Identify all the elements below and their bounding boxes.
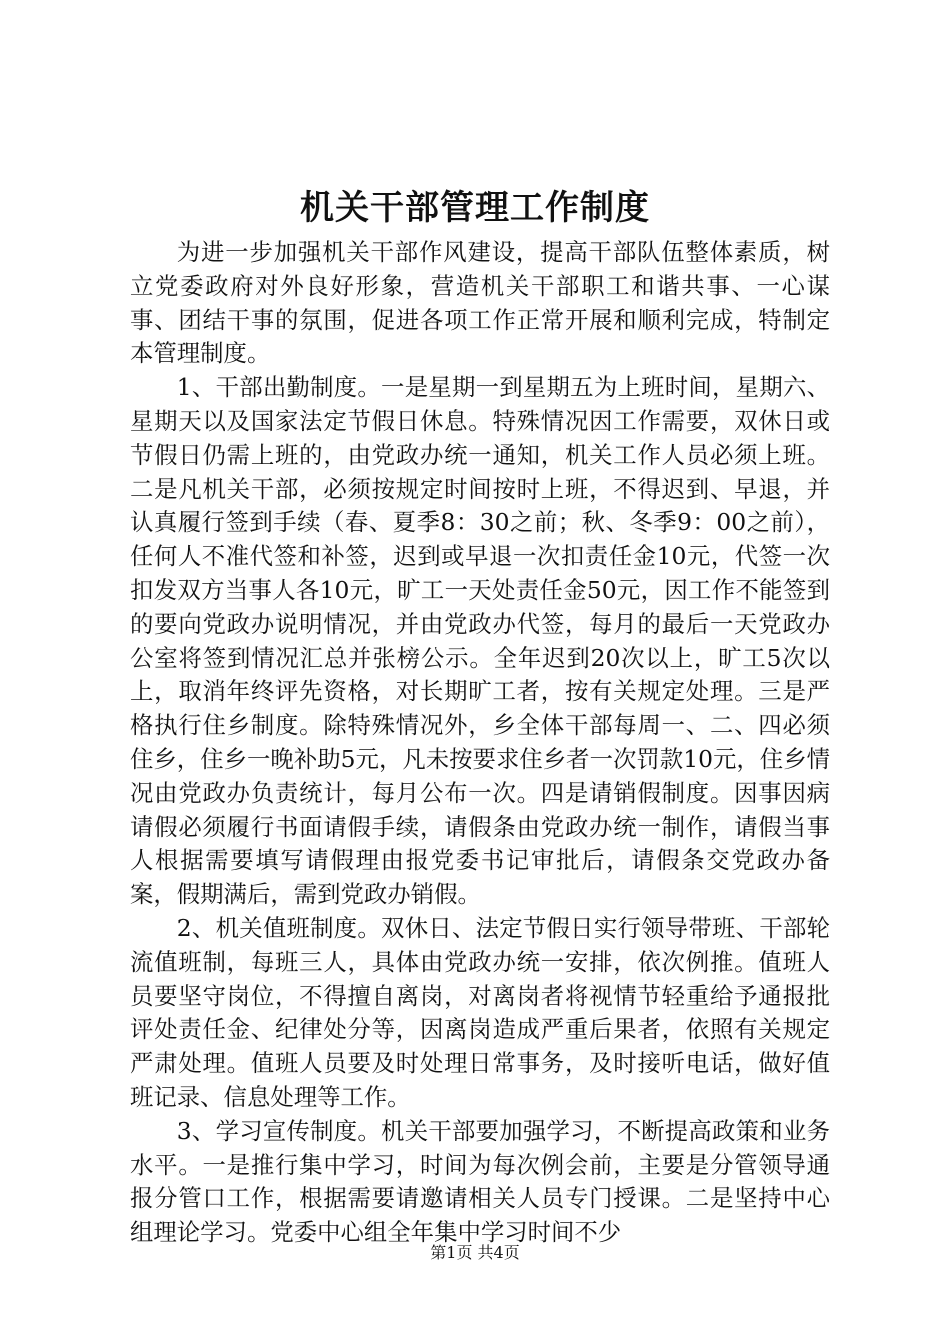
document-title: 机关干部管理工作制度	[300, 188, 650, 228]
attendance-paragraph: 1、干部出勤制度。一是星期一到星期五为上班时间，星期六、星期天以及国家法定节假日休息。特殊情况因工作需要，双休日或节假日仍需上班的，由党政办统一通知，机关工作人员必须上班。二是凡机关干部，必须按规定时间按时上班，不得迟到、早退，并认真履行签到手续（春、夏季8：30之前；秋、冬季9：00之前），任何人不准代签和补签，迟到或早退一次扣责任金10元，代签一次扣发双方当事人各10元，旷工一天处责任金50元，因工作不能签到的要向党政办说明情况，并由党政办代签，每月的最后一天党政办公室将签到情况汇总并张榜公示。全年迟到20次以上，旷工5次以上，取消年终评先资格，对长期旷工者，按有关规定处理。三是严格执行住乡制度。除特殊情况外，乡全体干部每周一、二、四必须住乡，住乡一晚补助5元，凡未按要求住乡者一次罚款10元，住乡情况由党政办负责统计，每月公布一次。四是请销假制度。因事因病请假必须履行书面请假手续，请假条由党政办统一制作，请假当事人根据需要填写请假理由报党委书记审批后，请假条交党政办备案，假期满后，需到党政办销假。	[130, 373, 830, 909]
intro-paragraph: 为进一步加强机关干部作风建设，提高干部队伍整体素质，树立党委政府对外良好形象，营造机关干部职工和谐共事、一心谋事、团结干事的氛围，促进各项工作正常开展和顺利完成，特制定本管理制度。	[130, 238, 830, 368]
document-body	[130, 236, 830, 1250]
duty-paragraph: 2、机关值班制度。双休日、法定节假日实行领导带班、干部轮流值班制，每班三人，具体由党政办统一安排，依次例推。值班人员要坚守岗位，不得擅自离岗，对离岗者将视情节轻重给予通报批评处责任金、纪律处分等，因离岗造成严重后果者，依照有关规定严肃处理。值班人员要及时处理日常事务，及时接听电话，做好值班记录、信息处理等工作。	[130, 913, 830, 1111]
page-number-footer: 第1页 共4页	[430, 1243, 520, 1262]
study-paragraph: 3、学习宣传制度。机关干部要加强学习，不断提高政策和业务水平。一是推行集中学习，时间为每次例会前，主要是分管领导通报分管口工作，根据需要请邀请相关人员专门授课。二是坚持中心组理论学习。党委中心组全年集中学习时间不少	[130, 1116, 830, 1247]
